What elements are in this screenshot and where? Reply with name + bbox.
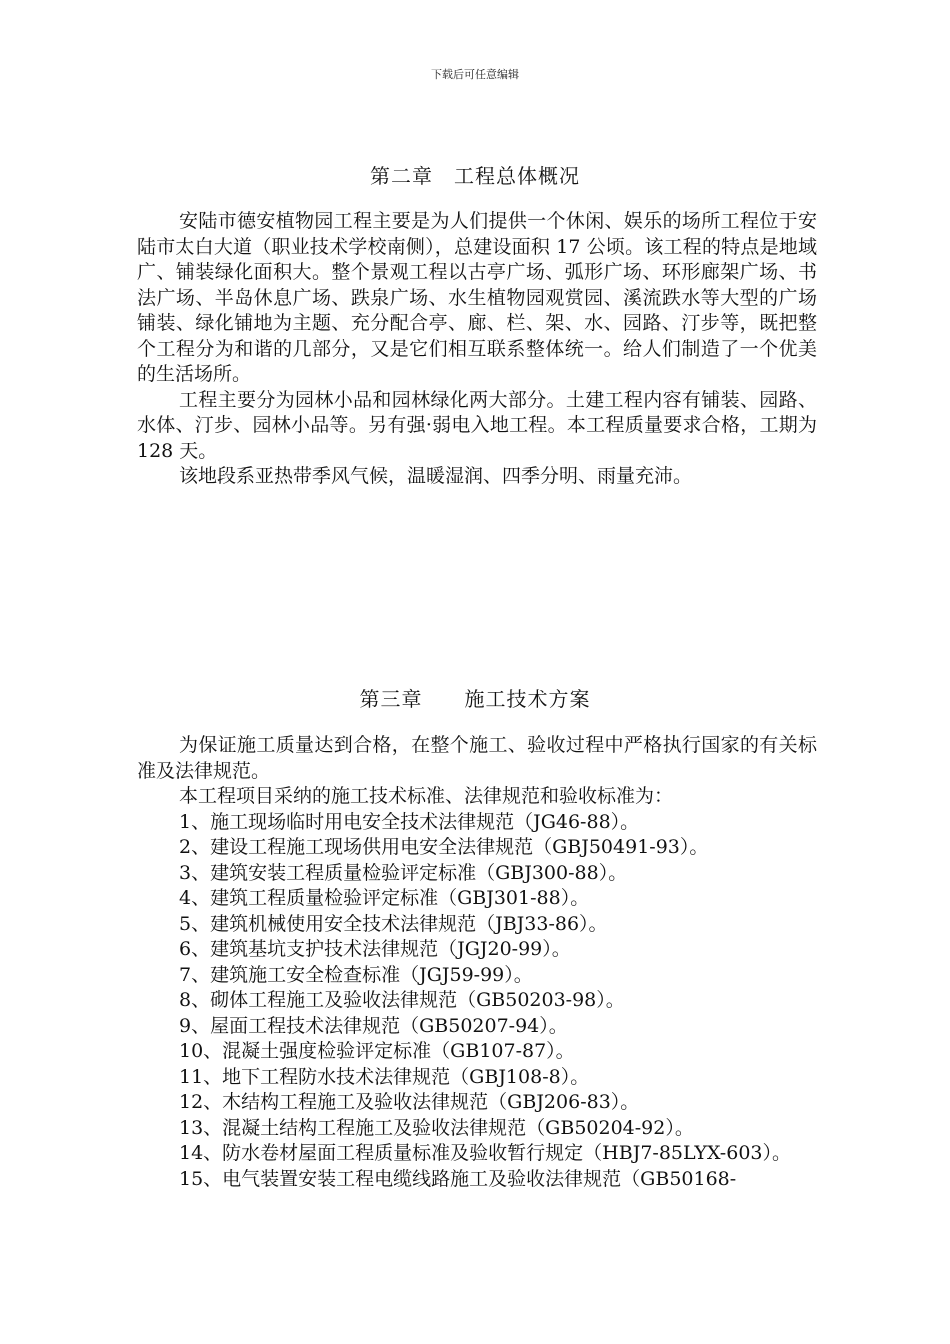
list-item: 15、电气装置安装工程电缆线路施工及验收法律规范（GB50168- (179, 1167, 737, 1190)
chapter-2-paragraph-3: 该地段系亚热带季风气候，温暖湿润、四季分明、雨量充沛。 (179, 465, 693, 487)
list-item: 6、建筑基坑支护技术法律规范（JGJ20-99）。 (179, 938, 571, 960)
list-item: 7、建筑施工安全检查标准（JGJ59-99）。 (179, 963, 533, 986)
header-note: 下载后可任意编辑 (431, 68, 519, 81)
standards-list (137, 810, 817, 1193)
list-item: 9、屋面工程技术法律规范（GB50207-94）。 (179, 1014, 568, 1037)
list-item: 2、建设工程施工现场供用电安全法律规范（GBJ50491-93）。 (179, 836, 709, 858)
list-item: 14、防水卷材屋面工程质量标准及验收暂行规定（HBJ7-85LYX-603）。 (179, 1142, 791, 1164)
chapter-2-paragraph-2: 工程主要分为园林小品和园林绿化两大部分。土建工程内容有铺装、园路、水体、汀步、园林小品等。另有强·弱电入地工程。本工程质量要求合格，工期为 128 天。 (137, 388, 817, 462)
chapter-3-intro: 为保证施工质量达到合格，在整个施工、验收过程中严格执行国家的有关标准及法律规范。 (137, 734, 817, 782)
chapter-3-body (137, 733, 817, 1192)
list-item: 1、施工现场临时用电安全技术法律规范（JG46-88）。 (179, 810, 640, 833)
chapter-3-lead: 本工程项目采纳的施工技术标准、法律规范和验收标准为： (179, 785, 674, 807)
list-item: 3、建筑安装工程质量检验评定标准（GBJ300-88）。 (179, 861, 628, 884)
list-item: 8、砌体工程施工及验收法律规范（GB50203-98）。 (179, 989, 625, 1011)
list-item: 12、木结构工程施工及验收法律规范（GBJ206-83）。 (179, 1091, 640, 1113)
chapter-3-title: 第三章 施工技术方案 (359, 687, 591, 711)
list-item: 11、地下工程防水技术法律规范（GBJ108-8）。 (179, 1065, 590, 1088)
list-item: 10、混凝土强度检验评定标准（GB107-87）。 (179, 1040, 575, 1062)
chapter-2-title: 第二章 工程总体概况 (370, 164, 580, 188)
chapter-2-paragraph-1: 安陆市德安植物园工程主要是为人们提供一个休闲、娱乐的场所工程位于安陆市太白大道（职业技术学校南侧），总建设面积 17 公顷。该工程的特点是地域广、铺装绿化面积大。整个景观工程以古亭广场、弧形广场、环形廊架广场、书法广场、半岛休息广场、跌泉广场、水生植物园观赏园、溪流跌水等大型的广场铺装、绿化铺地为主题、充分配合亭、廊、栏、架、水、园路、汀步等，既把整个工程分为和谐的几部分，又是它们相互联系整体统一。给人们制造了一个优美的生活场所。 (137, 210, 817, 385)
list-item: 5、建筑机械使用安全技术法律规范（JBJ33-86）。 (179, 912, 608, 935)
list-item: 13、混凝土结构工程施工及验收法律规范（GB50204-92）。 (179, 1116, 694, 1139)
chapter-2-body (137, 209, 817, 490)
list-item: 4、建筑工程质量检验评定标准（GBJ301-88）。 (179, 887, 590, 909)
